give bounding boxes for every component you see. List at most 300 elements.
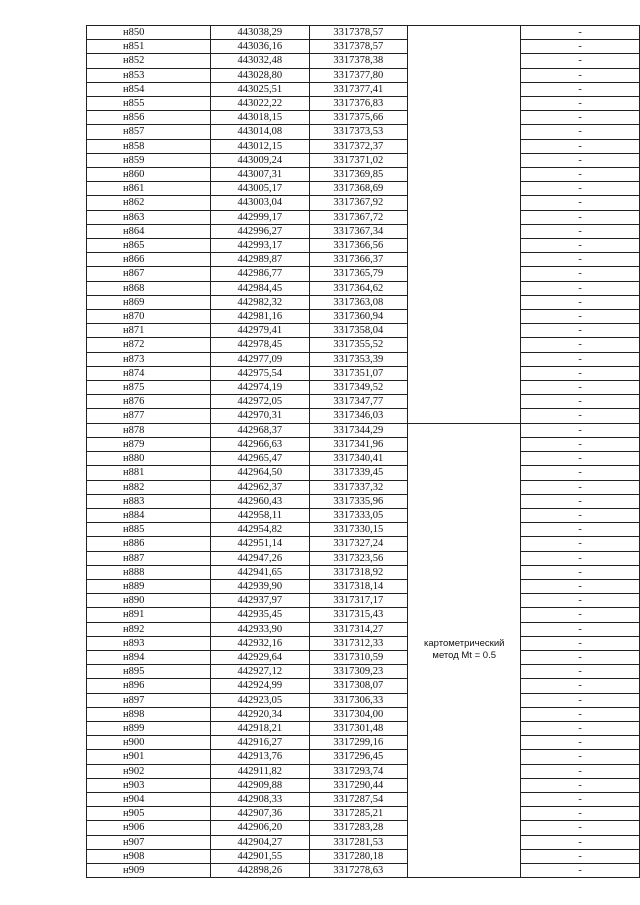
y-coordinate-cell: 3317367,92	[309, 196, 408, 210]
table-row	[87, 310, 640, 324]
table-row	[87, 153, 640, 167]
y-coordinate-cell: 3317355,52	[309, 338, 408, 352]
description-cell: -	[521, 594, 640, 608]
x-coordinate-cell: 443005,17	[211, 182, 309, 196]
table-row	[87, 480, 640, 494]
description-cell: -	[521, 636, 640, 650]
y-coordinate-cell: 3317283,28	[309, 821, 408, 835]
coordinates-table	[86, 25, 640, 878]
x-coordinate-cell: 442975,54	[211, 366, 309, 380]
description-cell: -	[521, 721, 640, 735]
table-row	[87, 650, 640, 664]
description-cell: -	[521, 310, 640, 324]
table-row	[87, 494, 640, 508]
table-row	[87, 736, 640, 750]
table-row	[87, 452, 640, 466]
x-coordinate-cell: 442962,37	[211, 480, 309, 494]
x-coordinate-cell: 442999,17	[211, 210, 309, 224]
table-row	[87, 707, 640, 721]
x-coordinate-cell: 442929,64	[211, 650, 309, 664]
table-row	[87, 210, 640, 224]
point-id-cell: н901	[87, 750, 211, 764]
table-row	[87, 537, 640, 551]
x-coordinate-cell: 442913,76	[211, 750, 309, 764]
point-id-cell: н869	[87, 295, 211, 309]
table-row	[87, 239, 640, 253]
y-coordinate-cell: 3317367,34	[309, 224, 408, 238]
x-coordinate-cell: 442968,37	[211, 423, 309, 437]
table-row	[87, 224, 640, 238]
y-coordinate-cell: 3317378,57	[309, 26, 408, 40]
table-row	[87, 792, 640, 806]
point-id-cell: н880	[87, 452, 211, 466]
table-row	[87, 665, 640, 679]
x-coordinate-cell: 442932,16	[211, 636, 309, 650]
description-cell: -	[521, 423, 640, 437]
y-coordinate-cell: 3317339,45	[309, 466, 408, 480]
table-row	[87, 54, 640, 68]
point-id-cell: н871	[87, 324, 211, 338]
description-cell: -	[521, 835, 640, 849]
description-cell: -	[521, 466, 640, 480]
x-coordinate-cell: 442951,14	[211, 537, 309, 551]
point-id-cell: н885	[87, 523, 211, 537]
y-coordinate-cell: 3317341,96	[309, 437, 408, 451]
description-cell: -	[521, 679, 640, 693]
point-id-cell: н887	[87, 551, 211, 565]
table-row	[87, 395, 640, 409]
x-coordinate-cell: 442954,82	[211, 523, 309, 537]
description-cell: -	[521, 579, 640, 593]
y-coordinate-cell: 3317351,07	[309, 366, 408, 380]
x-coordinate-cell: 442966,63	[211, 437, 309, 451]
x-coordinate-cell: 442970,31	[211, 409, 309, 423]
point-id-cell: н892	[87, 622, 211, 636]
x-coordinate-cell: 443028,80	[211, 68, 309, 82]
description-cell: -	[521, 750, 640, 764]
x-coordinate-cell: 442909,88	[211, 778, 309, 792]
table-row	[87, 295, 640, 309]
table-row	[87, 409, 640, 423]
x-coordinate-cell: 442941,65	[211, 565, 309, 579]
x-coordinate-cell: 442979,41	[211, 324, 309, 338]
point-id-cell: н881	[87, 466, 211, 480]
y-coordinate-cell: 3317301,48	[309, 721, 408, 735]
point-id-cell: н851	[87, 40, 211, 54]
description-cell: -	[521, 778, 640, 792]
point-id-cell: н867	[87, 267, 211, 281]
description-cell: -	[521, 352, 640, 366]
table-row	[87, 608, 640, 622]
description-cell: -	[521, 452, 640, 466]
x-coordinate-cell: 443007,31	[211, 168, 309, 182]
y-coordinate-cell: 3317293,74	[309, 764, 408, 778]
y-coordinate-cell: 3317337,32	[309, 480, 408, 494]
y-coordinate-cell: 3317281,53	[309, 835, 408, 849]
method-label-line2: метод Mt = 0.5	[432, 650, 496, 662]
x-coordinate-cell: 442907,36	[211, 807, 309, 821]
table-row	[87, 693, 640, 707]
point-id-cell: н889	[87, 579, 211, 593]
y-coordinate-cell: 3317290,44	[309, 778, 408, 792]
description-cell: -	[521, 395, 640, 409]
y-coordinate-cell: 3317315,43	[309, 608, 408, 622]
point-id-cell: н893	[87, 636, 211, 650]
point-id-cell: н909	[87, 863, 211, 877]
description-cell: -	[521, 863, 640, 877]
point-id-cell: н899	[87, 721, 211, 735]
x-coordinate-cell: 442906,20	[211, 821, 309, 835]
description-cell: -	[521, 409, 640, 423]
table-row	[87, 125, 640, 139]
description-cell: -	[521, 650, 640, 664]
point-id-cell: н859	[87, 153, 211, 167]
description-cell: -	[521, 622, 640, 636]
y-coordinate-cell: 3317310,59	[309, 650, 408, 664]
x-coordinate-cell: 442981,16	[211, 310, 309, 324]
y-coordinate-cell: 3317347,77	[309, 395, 408, 409]
description-cell: -	[521, 821, 640, 835]
y-coordinate-cell: 3317358,04	[309, 324, 408, 338]
point-id-cell: н876	[87, 395, 211, 409]
method-cell-lower	[408, 423, 521, 878]
x-coordinate-cell: 442964,50	[211, 466, 309, 480]
description-cell: -	[521, 68, 640, 82]
x-coordinate-cell: 442923,05	[211, 693, 309, 707]
point-id-cell: н862	[87, 196, 211, 210]
y-coordinate-cell: 3317349,52	[309, 381, 408, 395]
x-coordinate-cell: 443012,15	[211, 139, 309, 153]
y-coordinate-cell: 3317367,72	[309, 210, 408, 224]
description-cell: -	[521, 381, 640, 395]
table-row	[87, 636, 640, 650]
x-coordinate-cell: 442939,90	[211, 579, 309, 593]
point-id-cell: н902	[87, 764, 211, 778]
y-coordinate-cell: 3317323,56	[309, 551, 408, 565]
description-cell: -	[521, 537, 640, 551]
table-row	[87, 281, 640, 295]
point-id-cell: н857	[87, 125, 211, 139]
description-cell: -	[521, 508, 640, 522]
table-row	[87, 835, 640, 849]
x-coordinate-cell: 442935,45	[211, 608, 309, 622]
y-coordinate-cell: 3317360,94	[309, 310, 408, 324]
table-row	[87, 807, 640, 821]
y-coordinate-cell: 3317369,85	[309, 168, 408, 182]
x-coordinate-cell: 442933,90	[211, 622, 309, 636]
table-row	[87, 579, 640, 593]
point-id-cell: н868	[87, 281, 211, 295]
y-coordinate-cell: 3317366,56	[309, 239, 408, 253]
description-cell: -	[521, 224, 640, 238]
x-coordinate-cell: 442974,19	[211, 381, 309, 395]
table-row	[87, 764, 640, 778]
y-coordinate-cell: 3317327,24	[309, 537, 408, 551]
description-cell: -	[521, 707, 640, 721]
point-id-cell: н879	[87, 437, 211, 451]
point-id-cell: н853	[87, 68, 211, 82]
x-coordinate-cell: 443036,16	[211, 40, 309, 54]
y-coordinate-cell: 3317280,18	[309, 849, 408, 863]
table-row	[87, 863, 640, 877]
y-coordinate-cell: 3317333,05	[309, 508, 408, 522]
point-id-cell: н854	[87, 82, 211, 96]
table-row	[87, 622, 640, 636]
description-cell: -	[521, 551, 640, 565]
y-coordinate-cell: 3317378,38	[309, 54, 408, 68]
point-id-cell: н856	[87, 111, 211, 125]
y-coordinate-cell: 3317335,96	[309, 494, 408, 508]
description-cell: -	[521, 182, 640, 196]
point-id-cell: н852	[87, 54, 211, 68]
y-coordinate-cell: 3317296,45	[309, 750, 408, 764]
x-coordinate-cell: 442958,11	[211, 508, 309, 522]
x-coordinate-cell: 442965,47	[211, 452, 309, 466]
y-coordinate-cell: 3317377,80	[309, 68, 408, 82]
y-coordinate-cell: 3317318,14	[309, 579, 408, 593]
y-coordinate-cell: 3317285,21	[309, 807, 408, 821]
description-cell: -	[521, 608, 640, 622]
x-coordinate-cell: 443038,29	[211, 26, 309, 40]
x-coordinate-cell: 442960,43	[211, 494, 309, 508]
point-id-cell: н858	[87, 139, 211, 153]
table-row	[87, 821, 640, 835]
y-coordinate-cell: 3317366,37	[309, 253, 408, 267]
description-cell: -	[521, 210, 640, 224]
y-coordinate-cell: 3317340,41	[309, 452, 408, 466]
point-id-cell: н877	[87, 409, 211, 423]
description-cell: -	[521, 523, 640, 537]
y-coordinate-cell: 3317371,02	[309, 153, 408, 167]
x-coordinate-cell: 442989,87	[211, 253, 309, 267]
x-coordinate-cell: 442920,34	[211, 707, 309, 721]
table-row	[87, 267, 640, 281]
point-id-cell: н878	[87, 423, 211, 437]
point-id-cell: н883	[87, 494, 211, 508]
table-row	[87, 352, 640, 366]
table-row	[87, 366, 640, 380]
description-cell: -	[521, 736, 640, 750]
point-id-cell: н870	[87, 310, 211, 324]
y-coordinate-cell: 3317365,79	[309, 267, 408, 281]
description-cell: -	[521, 807, 640, 821]
x-coordinate-cell: 442901,55	[211, 849, 309, 863]
point-id-cell: н905	[87, 807, 211, 821]
y-coordinate-cell: 3317287,54	[309, 792, 408, 806]
x-coordinate-cell: 442908,33	[211, 792, 309, 806]
point-id-cell: н886	[87, 537, 211, 551]
point-id-cell: н860	[87, 168, 211, 182]
table-row	[87, 523, 640, 537]
point-id-cell: н895	[87, 665, 211, 679]
x-coordinate-cell: 442947,26	[211, 551, 309, 565]
description-cell: -	[521, 82, 640, 96]
table-row	[87, 139, 640, 153]
x-coordinate-cell: 442927,12	[211, 665, 309, 679]
y-coordinate-cell: 3317372,37	[309, 139, 408, 153]
point-id-cell: н888	[87, 565, 211, 579]
table-row	[87, 324, 640, 338]
point-id-cell: н900	[87, 736, 211, 750]
table-row	[87, 551, 640, 565]
description-cell: -	[521, 693, 640, 707]
description-cell: -	[521, 295, 640, 309]
description-cell: -	[521, 764, 640, 778]
description-cell: -	[521, 281, 640, 295]
description-cell: -	[521, 366, 640, 380]
y-coordinate-cell: 3317376,83	[309, 97, 408, 111]
x-coordinate-cell: 442984,45	[211, 281, 309, 295]
description-cell: -	[521, 665, 640, 679]
x-coordinate-cell: 442916,27	[211, 736, 309, 750]
point-id-cell: н882	[87, 480, 211, 494]
x-coordinate-cell: 442996,27	[211, 224, 309, 238]
point-id-cell: н884	[87, 508, 211, 522]
point-id-cell: н873	[87, 352, 211, 366]
y-coordinate-cell: 3317306,33	[309, 693, 408, 707]
x-coordinate-cell: 442898,26	[211, 863, 309, 877]
point-id-cell: н890	[87, 594, 211, 608]
point-id-cell: н855	[87, 97, 211, 111]
y-coordinate-cell: 3317317,17	[309, 594, 408, 608]
table-row	[87, 508, 640, 522]
y-coordinate-cell: 3317368,69	[309, 182, 408, 196]
point-id-cell: н861	[87, 182, 211, 196]
description-cell: -	[521, 565, 640, 579]
point-id-cell: н894	[87, 650, 211, 664]
table-row	[87, 26, 640, 40]
x-coordinate-cell: 443032,48	[211, 54, 309, 68]
x-coordinate-cell: 442911,82	[211, 764, 309, 778]
point-id-cell: н866	[87, 253, 211, 267]
description-cell: -	[521, 253, 640, 267]
description-cell: -	[521, 111, 640, 125]
description-cell: -	[521, 40, 640, 54]
table-row	[87, 423, 640, 437]
x-coordinate-cell: 442972,05	[211, 395, 309, 409]
description-cell: -	[521, 139, 640, 153]
x-coordinate-cell: 442918,21	[211, 721, 309, 735]
y-coordinate-cell: 3317344,29	[309, 423, 408, 437]
table-row	[87, 182, 640, 196]
table-row	[87, 565, 640, 579]
description-cell: -	[521, 97, 640, 111]
x-coordinate-cell: 442937,97	[211, 594, 309, 608]
table-row	[87, 111, 640, 125]
x-coordinate-cell: 443018,15	[211, 111, 309, 125]
table-row	[87, 437, 640, 451]
point-id-cell: н904	[87, 792, 211, 806]
table-row	[87, 253, 640, 267]
table-row	[87, 594, 640, 608]
table-row	[87, 679, 640, 693]
point-id-cell: н898	[87, 707, 211, 721]
table-row	[87, 381, 640, 395]
description-cell: -	[521, 849, 640, 863]
point-id-cell: н897	[87, 693, 211, 707]
table-row	[87, 849, 640, 863]
y-coordinate-cell: 3317378,57	[309, 40, 408, 54]
point-id-cell: н872	[87, 338, 211, 352]
y-coordinate-cell: 3317299,16	[309, 736, 408, 750]
x-coordinate-cell: 443014,08	[211, 125, 309, 139]
table-row	[87, 778, 640, 792]
method-label-line1: картометрический	[423, 638, 505, 650]
x-coordinate-cell: 442993,17	[211, 239, 309, 253]
y-coordinate-cell: 3317278,63	[309, 863, 408, 877]
point-id-cell: н903	[87, 778, 211, 792]
point-id-cell: н906	[87, 821, 211, 835]
y-coordinate-cell: 3317330,15	[309, 523, 408, 537]
table-row	[87, 466, 640, 480]
description-cell: -	[521, 267, 640, 281]
x-coordinate-cell: 442982,32	[211, 295, 309, 309]
point-id-cell: н850	[87, 26, 211, 40]
description-cell: -	[521, 26, 640, 40]
description-cell: -	[521, 168, 640, 182]
description-cell: -	[521, 792, 640, 806]
description-cell: -	[521, 480, 640, 494]
point-id-cell: н864	[87, 224, 211, 238]
table-row	[87, 97, 640, 111]
y-coordinate-cell: 3317309,23	[309, 665, 408, 679]
description-cell: -	[521, 239, 640, 253]
x-coordinate-cell: 443025,51	[211, 82, 309, 96]
x-coordinate-cell: 443022,22	[211, 97, 309, 111]
x-coordinate-cell: 442986,77	[211, 267, 309, 281]
table-row	[87, 750, 640, 764]
x-coordinate-cell: 442924,99	[211, 679, 309, 693]
y-coordinate-cell: 3317377,41	[309, 82, 408, 96]
description-cell: -	[521, 196, 640, 210]
description-cell: -	[521, 338, 640, 352]
table-row	[87, 196, 640, 210]
description-cell: -	[521, 125, 640, 139]
y-coordinate-cell: 3317373,53	[309, 125, 408, 139]
point-id-cell: н875	[87, 381, 211, 395]
y-coordinate-cell: 3317375,66	[309, 111, 408, 125]
description-cell: -	[521, 437, 640, 451]
y-coordinate-cell: 3317363,08	[309, 295, 408, 309]
x-coordinate-cell: 442977,09	[211, 352, 309, 366]
point-id-cell: н863	[87, 210, 211, 224]
x-coordinate-cell: 442904,27	[211, 835, 309, 849]
table-row	[87, 82, 640, 96]
coordinates-table-body	[87, 26, 640, 878]
x-coordinate-cell: 442978,45	[211, 338, 309, 352]
point-id-cell: н896	[87, 679, 211, 693]
point-id-cell: н874	[87, 366, 211, 380]
description-cell: -	[521, 153, 640, 167]
table-row	[87, 168, 640, 182]
y-coordinate-cell: 3317318,92	[309, 565, 408, 579]
y-coordinate-cell: 3317353,39	[309, 352, 408, 366]
y-coordinate-cell: 3317304,00	[309, 707, 408, 721]
description-cell: -	[521, 54, 640, 68]
x-coordinate-cell: 443003,04	[211, 196, 309, 210]
table-row	[87, 338, 640, 352]
description-cell: -	[521, 324, 640, 338]
y-coordinate-cell: 3317346,03	[309, 409, 408, 423]
point-id-cell: н908	[87, 849, 211, 863]
x-coordinate-cell: 443009,24	[211, 153, 309, 167]
point-id-cell: н907	[87, 835, 211, 849]
y-coordinate-cell: 3317312,33	[309, 636, 408, 650]
method-cell-upper	[408, 26, 521, 424]
table-row	[87, 40, 640, 54]
point-id-cell: н865	[87, 239, 211, 253]
y-coordinate-cell: 3317308,07	[309, 679, 408, 693]
